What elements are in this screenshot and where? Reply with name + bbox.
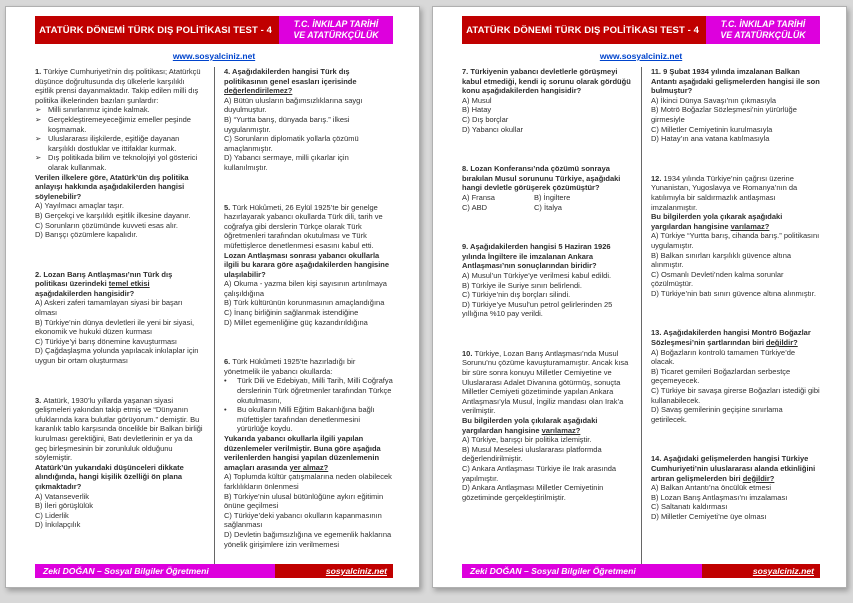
question-option: A) Toplumda kültür çatışmalarına neden olabilecek farklılıkların önlenmesi — [224, 472, 392, 491]
question-option: B) Ticaret gemileri Boğazlardan serbestçe geçemeyecek. — [651, 366, 791, 386]
text-run: Atatürk’ün yukarıdaki düşünceleri dikkate alındığında, hangi kişilik özelliği ön plana çıkmaktadır? — [35, 462, 184, 491]
text-run: 6. — [224, 357, 233, 367]
question-2 — [35, 270, 205, 366]
question-text — [35, 396, 205, 463]
question-option: C) Türkiye’nin dış borçları silindi. — [462, 290, 571, 300]
course-badge — [279, 16, 393, 44]
question-text — [224, 203, 393, 251]
question-option: A) Balkan Antantı’na öncülük etmesi — [651, 483, 772, 493]
text-run: 4. Aşağıdakilerden hangisi Türk dış politikasının genel esasları içerisinde — [224, 67, 357, 86]
page-1-column-2 — [214, 67, 393, 564]
footer-site-banner — [702, 564, 820, 578]
text-run: 9. Aşağıdakilerden hangisi 5 Haziran 1926 yılında İngiltere ile imzalanan Ankara Antlaşması’nın sonuçlarından biridir? — [462, 242, 611, 271]
question-option: D) Devletin bağımsızlığına ve egemenlik haklarına yönelik girişimlere izin verilmemesi — [224, 529, 392, 549]
question-option: B) Musul Meselesi uluslararası platformda değerlendirilmiştir. — [462, 444, 602, 464]
question-option: A) Boğazların kontrolü tamamen Türkiye’de olacak. — [651, 347, 796, 367]
question-option: D) Barışçı çözümlere kapalıdır. — [35, 230, 138, 240]
bullet-marker-icon: ➢ — [35, 114, 42, 124]
text-run: 14. Aşağıdaki gelişmelerden hangisi Türkiye Cumhuriyeti’nin uluslararası alanda etkinliğini artıran gelişmelerden biri — [651, 454, 816, 483]
question-option: B) Balkan sınırları karşılıklı güvence altına alınmıştır. — [651, 250, 792, 270]
question-option: D) Çağdaşlaşma yolunda yapılacak inkılaplar için uygun bir ortam oluşturması — [35, 346, 199, 366]
text-run: aşağıdakilerden hangisidir? — [35, 288, 135, 298]
text-run: yer almaz? — [289, 462, 329, 472]
course-badge-line1: T.C. İNKILAP TARİHİ — [720, 19, 806, 29]
question-option: C) Türkiye’yi barış dönemine kavuşturması — [35, 336, 177, 346]
question-option: A) Vatanseverlik — [35, 491, 90, 501]
question-option: C) Sorunların diplomatik yollarla çözümü amaçlanmıştır. — [224, 134, 359, 153]
question-option: A) Fransa — [462, 192, 495, 202]
question-option: A) Musul’un Türkiye’ye verilmesi kabul edildi. — [462, 270, 612, 280]
text-run: Lozan Antlaşması sonrası yabancı okullarla ilgili bu karara göre aşağıdakilerden hangisine ulaşılabilir? — [224, 250, 390, 279]
question-option: C) Türkiye’deki yabancı okulların kapanmasının sağlanması — [224, 510, 382, 530]
question-text — [35, 463, 205, 492]
question-option: B) İngiltere — [534, 192, 571, 202]
text-run: Türk Hükûmeti 1925’te hazırladığı bir yönetmelik ile yabancı okullarda: — [224, 357, 356, 376]
bullet-text: Türk Dili ve Edebiyatı, Milli Tarih, Milli Coğrafya derslerinin Türk öğretmenler tarafından Türkçe okutulmasını, — [237, 376, 393, 405]
question-option: D) İnkılapçılık — [35, 520, 81, 530]
question-text — [35, 67, 205, 105]
question-option: A) Askeri zaferi tamamlayan siyasi bir başarı olması — [35, 298, 183, 318]
question-9 — [462, 242, 632, 319]
text-run: Atatürk, 1930’lu yıllarda yaşanan siyasi gelişmeleri yakından takip etmiş ve “Dünyanın ufuklarında kara bulutlar görüyorum.” demiştir. Bu karanlık tablo karşısında öncelikle bir Balkan birliği kurulması gerektiğini, Batı devletlerinin er ya da geç birleşmesinin bir zorunluluk olduğunu söylemiştir. — [35, 395, 203, 463]
question-10 — [462, 349, 632, 503]
question-text — [462, 164, 632, 193]
question-option: D) Türkiye’nin batı sınırı güvence altına alınmıştır. — [651, 288, 816, 298]
question-text — [35, 270, 205, 299]
page-1-column-1 — [35, 67, 214, 564]
question-option-row — [462, 193, 632, 203]
page-1-header — [35, 16, 393, 44]
text-run: varılamaz? — [730, 221, 770, 231]
text-run: Bu bilgilerden yola çıkarak aşağıdaki yargılardan hangisine — [651, 212, 783, 231]
question-14 — [651, 454, 820, 521]
page-2-header — [462, 16, 820, 44]
question-text — [224, 434, 393, 472]
question-text — [462, 242, 632, 271]
question-option: A) Yayılmacı amaçlar taşır. — [35, 201, 124, 211]
link-row — [462, 46, 820, 64]
question-option: A) Bütün ulusların bağımsızlıklarına saygı duyulmuştur. — [224, 95, 363, 115]
question-text — [224, 357, 393, 376]
question-option: B) Hatay — [462, 105, 492, 115]
text-run: 10. — [462, 348, 475, 358]
question-text — [651, 328, 820, 347]
footer-site-link[interactable]: sosyalciniz.net — [752, 566, 814, 576]
text-run: Verilen ilkelere göre, Atatürk’ün dış politika anlayışı hakkında aşağıdakilerden hangisi söylenebilir? — [35, 172, 189, 201]
question-text — [651, 67, 820, 96]
question-option: C) Liderlik — [35, 510, 69, 520]
question-option: C) Saltanatı kaldırması — [651, 502, 728, 512]
course-badge-line1: T.C. İNKILAP TARİHİ — [293, 19, 379, 29]
question-12 — [651, 174, 820, 299]
question-text — [651, 212, 820, 231]
website-link[interactable]: www.sosyalciniz.net — [172, 51, 256, 61]
question-option: D) Ankara Antlaşması Milletler Cemiyetinin gözetiminde gerçekleştirilmiştir. — [462, 483, 604, 502]
text-run: değildir? — [766, 338, 798, 348]
text-run: 1934 yılında Türkiye’nin çağrısı üzerine Yunanistan, Yugoslavya ve Romanya’nın da katılımıyla bir saldırmazlık antlaşması imzalanmıştır. — [651, 173, 798, 212]
question-option: B) “Yurtta barış, dünyada barış.” ilkesi uygulanmıştır. — [224, 114, 350, 134]
bullet-text: Milli sınırlarımız içinde kalmak. — [48, 105, 150, 115]
question-option: B) Türkiye’nin dünya devletleri ile yeni bir siyasi, ekonomik ve hukuki düzen kurması — [35, 317, 195, 337]
question-option: D) Yabancı okullar — [462, 124, 524, 134]
question-text — [651, 454, 820, 483]
text-run: 1. — [35, 67, 44, 76]
page-2-column-2 — [641, 67, 820, 564]
question-option: D) Türkiye’ye Musul’un petrol gelirlerinden 25 yıllığına %10 pay verildi. — [462, 299, 613, 319]
question-option: C) Türkiye bir savaşa girerse Boğazları istediği gibi kullanabilecek. — [651, 386, 820, 405]
text-run: değerlendirilemez? — [224, 86, 293, 96]
bullet-marker-icon: ➢ — [35, 153, 42, 163]
bullet-item — [224, 405, 393, 434]
question-option: C) Sorunların çözümünde kuvveti esas alır. — [35, 220, 178, 230]
text-run: Bu bilgilerden yola çıkılarak aşağıdaki yargılardan hangisine — [462, 416, 598, 435]
footer-author: Zeki DOĞAN – Sosyal Bilgiler Öğretmeni — [43, 566, 209, 576]
text-run: 11. 9 Şubat 1934 yılında imzalanan Balkan Antantı aşağıdaki gelişmelerden hangisi ile son bulmuştur? — [651, 67, 820, 96]
bullet-item — [35, 115, 205, 134]
question-6 — [224, 357, 393, 549]
bullet-text: Dış politikada bilim ve teknolojiyi yol gösterici olarak kullanmak. — [48, 153, 198, 172]
text-run: Yukarıda yabancı okullarla ilgili yapılan düzenlemeler verilmiştir. Buna göre aşağıda verilenlerden hangisi yapılan düzenlemenin amaçları arasında — [224, 434, 381, 472]
question-option: C) Ankara Antlaşması Türkiye ile Irak arasında yapılmıştır. — [462, 464, 617, 483]
question-5 — [224, 203, 393, 328]
question-3 — [35, 396, 205, 530]
question-option: C) Dış borçlar — [462, 114, 509, 124]
question-option: C) İnanç birliğinin sağlanmak istendiğine — [224, 308, 359, 318]
text-run: 3. — [35, 395, 44, 405]
text-run: değildir? — [742, 473, 775, 483]
text-run: Türkiye Cumhuriyeti’nin dış politikası; Atatürkçü düşünce doğrultusunda dış ülkelerle karşılıklı eşitlik prensi dayanmaktadır. Takip edilen milli dış politika ilkelerinden bazıları şunlardır: — [35, 67, 201, 105]
text-run: 8. Lozan Konferansı’nda çözümü sonraya bırakılan Musul sorununu Türkiye, aşağıdaki hangi devletle görüşerek çözümüştür? — [462, 164, 621, 193]
question-option: D) Yabancı sermaye, milli çıkarlar için kullanılmıştır. — [224, 153, 349, 172]
page-2-column-1 — [462, 67, 641, 564]
footer-author-banner — [35, 564, 275, 578]
bullet-item — [224, 376, 393, 405]
bullet-marker-icon: ➢ — [35, 105, 42, 115]
question-4 — [224, 67, 393, 173]
question-option: A) Musul — [462, 95, 492, 105]
question-option: A) İkinci Dünya Savaşı’nın çıkmasıyla — [651, 95, 777, 105]
text-run: 5. — [224, 202, 233, 212]
page-1 — [5, 6, 420, 588]
question-option: B) Lozan Barış Antlaşması’nı imzalaması — [651, 492, 788, 502]
question-1 — [35, 67, 205, 240]
footer-author: Zeki DOĞAN – Sosyal Bilgiler Öğretmeni — [470, 566, 636, 576]
question-text — [462, 416, 632, 435]
page-1-footer — [35, 564, 393, 578]
course-badge-line2: VE ATATÜRKÇÜLÜK — [293, 30, 379, 40]
bullet-marker-icon: • — [224, 376, 227, 386]
question-option: B) Türkiye ile Suriye sınırı belirlendi. — [462, 280, 582, 290]
question-option: D) Milletler Cemiyeti’ne üye olması — [651, 511, 767, 521]
question-text — [35, 173, 205, 202]
test-title-banner — [462, 16, 706, 44]
text-run: 12. — [651, 173, 664, 183]
question-option: C) Milletler Cemiyetinin kurulmasıyla — [651, 124, 773, 134]
question-option: B) Türkiye’nin ulusal bütünlüğüne aykırı eğitimin önüne geçilmesi — [224, 491, 384, 511]
test-title: ATATÜRK DÖNEMİ TÜRK DIŞ POLİTİKASI TEST - 4 — [466, 24, 699, 36]
page-2-body — [462, 67, 820, 564]
question-8 — [462, 164, 632, 212]
bullet-marker-icon: ➢ — [35, 134, 42, 144]
question-option: A) Türkiye “Yurtta barış, cihanda barış.” politikasını uygulamıştır. — [651, 231, 820, 250]
question-option: D) Savaş gemilerinin geçişine sınırlama getirilecek. — [651, 405, 783, 424]
bullet-item — [35, 134, 205, 153]
text-run: 2. Lozan Barış Antlaşması’nın Türk dış politikası üzerindeki — [35, 269, 173, 289]
question-text — [651, 174, 820, 212]
question-option: A) Okuma - yazma bilen kişi sayısının artırılmaya çalışıldığına — [224, 279, 387, 298]
question-option: B) Türk kültürünün korunmasının amaçlandığına — [224, 298, 385, 308]
bullet-text: Gerçekleştiremeyeceğimiz emeller peşinde koşmamak. — [48, 114, 191, 134]
page-2-footer — [462, 564, 820, 578]
question-text — [462, 349, 632, 416]
link-row — [35, 46, 393, 64]
question-option: B) İleri görüşlülük — [35, 501, 93, 511]
footer-site-link[interactable]: sosyalciniz.net — [325, 566, 387, 576]
question-13 — [651, 328, 820, 424]
question-option: C) Osmanlı Devleti’nden kalma sorunlar çözülmüştür. — [651, 269, 784, 289]
question-7 — [462, 67, 632, 134]
question-option-row — [462, 203, 632, 213]
bullet-item — [35, 105, 205, 115]
text-run: 7. Türkiyenin yabancı devletlerle görüşmeyi kabul etmediği, kendi iç sorunu olarak gördüğü konu aşağıdakilerden hangisidir? — [462, 67, 631, 96]
question-option: C) İtalya — [534, 202, 562, 212]
question-text — [224, 67, 393, 96]
course-badge-line2: VE ATATÜRKÇÜLÜK — [720, 30, 806, 40]
question-option: B) Motrö Boğazlar Sözleşmesi’nin yürürlüğe girmesiyle — [651, 105, 797, 124]
footer-author-banner — [462, 564, 702, 578]
website-link[interactable]: www.sosyalciniz.net — [599, 51, 683, 61]
test-title: ATATÜRK DÖNEMİ TÜRK DIŞ POLİTİKASI TEST - 4 — [39, 24, 272, 36]
text-run: varılamaz? — [541, 425, 581, 435]
bullet-text: Bu okulların Milli Eğitim Bakanlığına bağlı müfettişler tarafından denetlenmesini yürürlüğe koydu. — [237, 405, 375, 434]
question-option: D) Millet egemenliğine güç kazandırıldığına — [224, 317, 368, 327]
course-badge — [706, 16, 820, 44]
question-option: A) Türkiye, barışçı bir politika izlemiştir. — [462, 435, 592, 445]
question-text — [462, 67, 632, 96]
test-title-banner — [35, 16, 279, 44]
question-option: C) ABD — [462, 202, 488, 212]
footer-site-banner — [275, 564, 393, 578]
page-2 — [432, 6, 847, 588]
bullet-item — [35, 153, 205, 172]
question-11 — [651, 67, 820, 144]
question-text — [224, 251, 393, 280]
question-option: D) Hatay’ın ana vatana katılmasıyla — [651, 134, 770, 144]
question-option: B) Gerçekçi ve karşılıklı eşitlik ilkesine dayanır. — [35, 210, 191, 220]
text-run: Türk Hükûmeti, 26 Eylül 1925’te bir genelge hazırlayarak yabancı okullarda Türk dili, tarih ve coğrafya gibi derslerin Türkçe olarak Türk öğretmenleri tarafından okutulması ve Türk müfettişlerce denetlenmesi esasını kabul etti. — [224, 202, 383, 250]
page-1-body — [35, 67, 393, 564]
text-run: Türkiye, Lozan Barış Antlaşması’nda Musul Sorunu’nu çözüme kavuşturamamıştır. Ancak kısa bir süre sonra konuyu Milletler Cemiyetine ve Uluslararası Adalet Divanına götürmüş, sonuçta Milletler Cemiyeti gözetiminde yapılan Ankara Antlaşması’yla Musul, İngiliz mandası olan Irak’a verilmiştir. — [462, 348, 629, 416]
bullet-marker-icon: • — [224, 405, 227, 415]
text-run: 13. Aşağıdakilerden hangisi Montrö Boğazlar Sözleşmesi’nin şartlarından biri — [651, 328, 811, 348]
bullet-text: Uluslararası ilişkilerde, eşitliğe dayanan karşılıklı dostluklar ve ittifaklar kurmak. — [48, 134, 180, 153]
text-run: temel etkisi — [108, 279, 150, 289]
